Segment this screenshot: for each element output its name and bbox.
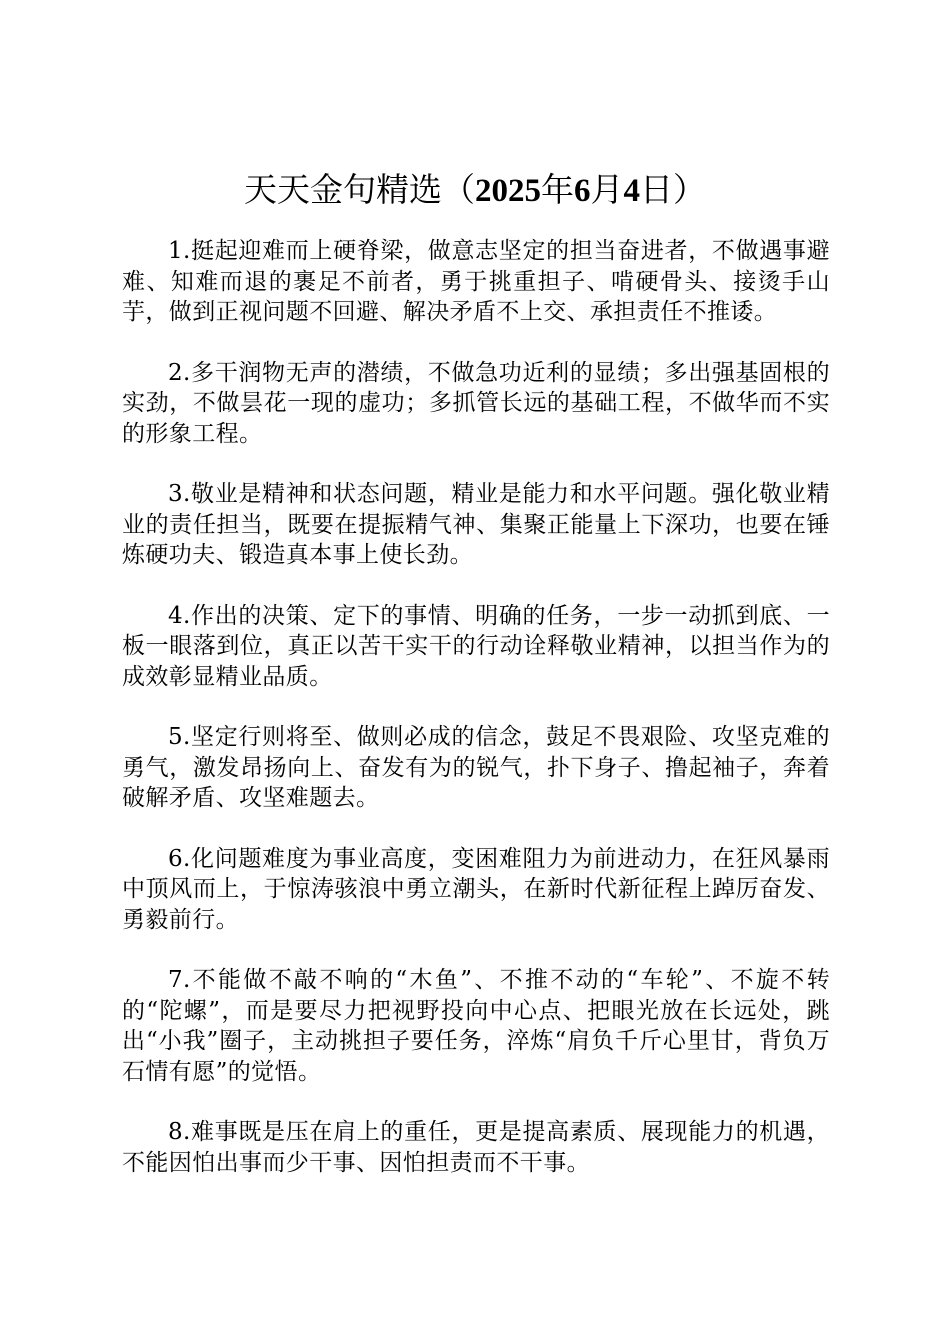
quote-paragraph-8: 8.难事既是压在肩上的重任，更是提高素质、展现能力的机遇，不能因怕出事而少干事、因怕担责而不干事。 bbox=[122, 1119, 830, 1176]
title-month: 6 bbox=[574, 173, 591, 209]
title-year: 2025 bbox=[475, 173, 541, 209]
page-title bbox=[120, 168, 830, 213]
title-day: 4 bbox=[623, 173, 640, 209]
title-year-unit: 年 bbox=[541, 170, 574, 209]
quote-paragraph-3: 3.敬业是精神和状态问题，精业是能力和水平问题。强化敬业精业的责任担当，既要在提振精气神、集聚正能量上下深功，也要在锤炼硬功夫、锻造真本事上使长劲。 bbox=[122, 481, 830, 568]
title-day-unit: 日） bbox=[640, 170, 706, 209]
title-text-prefix: 天天金句精选（ bbox=[244, 170, 475, 209]
quote-paragraph-6: 6.化问题难度为事业高度，变困难阻力为前进动力，在狂风暴雨中顶风而上，于惊涛骇浪中勇立潮头，在新时代新征程上踔厉奋发、勇毅前行。 bbox=[122, 845, 830, 933]
quote-paragraph-1: 1.挺起迎难而上硬脊梁，做意志坚定的担当奋进者，不做遇事避难、知难而退的裹足不前者，勇于挑重担子、啃硬骨头、接烫手山芋，做到正视问题不回避、解决矛盾不上交、承担责任不推诿。 bbox=[122, 238, 830, 325]
quote-paragraph-4: 4.作出的决策、定下的事情、明确的任务，一步一动抓到底、一板一眼落到位，真正以苦干实干的行动诠释敬业精神，以担当作为的成效彰显精业品质。 bbox=[122, 602, 830, 690]
title-month-unit: 月 bbox=[590, 170, 624, 209]
quote-paragraph-5: 5.坚定行则将至、做则必成的信念，鼓足不畏艰险、攻坚克难的勇气，激发昂扬向上、奋发有为的锐气，扑下身子、撸起袖子，奔着破解矛盾、攻坚难题去。 bbox=[122, 724, 830, 811]
quote-paragraph-2: 2.多干润物无声的潜绩，不做急功近利的显绩；多出强基固根的实劲，不做昙花一现的虚功；多抓管长远的基础工程，不做华而不实的形象工程。 bbox=[122, 359, 830, 447]
quote-list bbox=[122, 236, 830, 1208]
quote-paragraph-7: 7.不能做不敲不响的“木鱼”、不推不动的“车轮”、不旋不转的“陀螺”，而是要尽力把视野投向中心点、把眼光放在长远处，跳出“小我”圈子，主动挑担子要任务，淬炼“肩负千斤心里甘，背负万石情有愿”的觉悟。 bbox=[122, 967, 830, 1085]
